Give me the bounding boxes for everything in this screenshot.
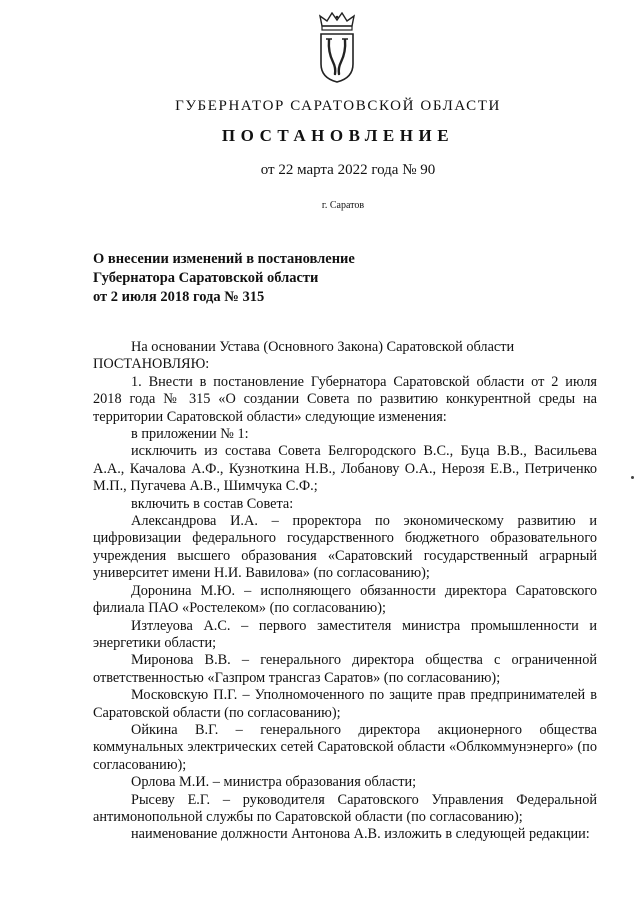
paragraph-exclude: исключить из состава Совета Белгородского В.С., Буца В.В., Васильева А.А., Качалова А.Ф., Кузноткина Н.В., Лобанову О.А., Нерозя Е.В., Петриченко М.П., Пугачева А.В., Шимчука С.Ф.; — [93, 443, 597, 495]
member-entry: Орлова М.И. – министра образования области; — [131, 774, 417, 791]
member-entry: Московскую П.Г. – Уполномоченного по защите прав предпринимателей в Саратовской области (по согласованию); — [93, 687, 597, 721]
paragraph-item-1: 1. Внести в постановление Губернатора Саратовской области от 2 июля 2018 года № 315 «О создании Совета по развитию конкурентной среды на территории Саратовской области» следующие изменения: — [93, 373, 597, 425]
scan-speck — [631, 476, 634, 479]
paragraph-include: включить в состав Совета: — [131, 495, 294, 512]
member-entry: Рысеву Е.Г. – руководителя Саратовского Управления Федеральной антимонопольной службы по Саратовской области (по согласованию); — [93, 791, 597, 825]
paragraph-rename-position: наименование должности Антонова А.В. изложить в следующей редакции: — [131, 826, 590, 843]
member-entry: Ойкина В.Г. – генерального директора акционерного общества коммунальных электрических сетей Саратовской области «Облкоммунэнерго» (по согласованию); — [93, 721, 597, 773]
subject-line: Губернатора Саратовской области — [93, 270, 319, 286]
document-city: г. Саратов — [321, 200, 365, 211]
member-entry: Александрова И.А. – проректора по экономическому развитию и цифровизации федерального государственного бюджетного образовательного учреждения высшего образования «Саратовский государственный аграрный университет имени Н.И. Вавилова» (по согласованию); — [93, 513, 597, 582]
issuing-authority: ГУБЕРНАТОР САРАТОВСКОЙ ОБЛАСТИ — [175, 98, 501, 114]
saratov-coat-of-arms-icon — [316, 12, 358, 84]
document-type: ПОСТАНОВЛЕНИЕ — [221, 126, 455, 145]
paragraph-resolve: ПОСТАНОВЛЯЮ: — [93, 356, 210, 373]
coat-of-arms — [316, 12, 358, 84]
paragraph-annex: в приложении № 1: — [131, 426, 249, 443]
document-subject — [93, 250, 355, 307]
member-entry: Доронина М.Ю. – исполняющего обязанности директора Саратовского филиала ПАО «Ростелеком» (по согласованию); — [93, 582, 597, 617]
document-body — [93, 339, 597, 844]
paragraph-basis: На основании Устава (Основного Закона) Саратовской области — [131, 339, 515, 355]
document-date-number: от 22 марта 2022 года № 90 — [260, 162, 436, 178]
subject-line: от 2 июля 2018 года № 315 — [93, 289, 265, 305]
member-entry: Изтлеуова А.С. – первого заместителя министра промышленности и энергетики области; — [93, 617, 597, 651]
subject-line: О внесении изменений в постановление — [93, 251, 355, 267]
member-entry: Миронова В.В. – генерального директора общества с ограниченной ответственностью «Газпром трансгаз Саратов» (по согласованию); — [93, 652, 597, 686]
